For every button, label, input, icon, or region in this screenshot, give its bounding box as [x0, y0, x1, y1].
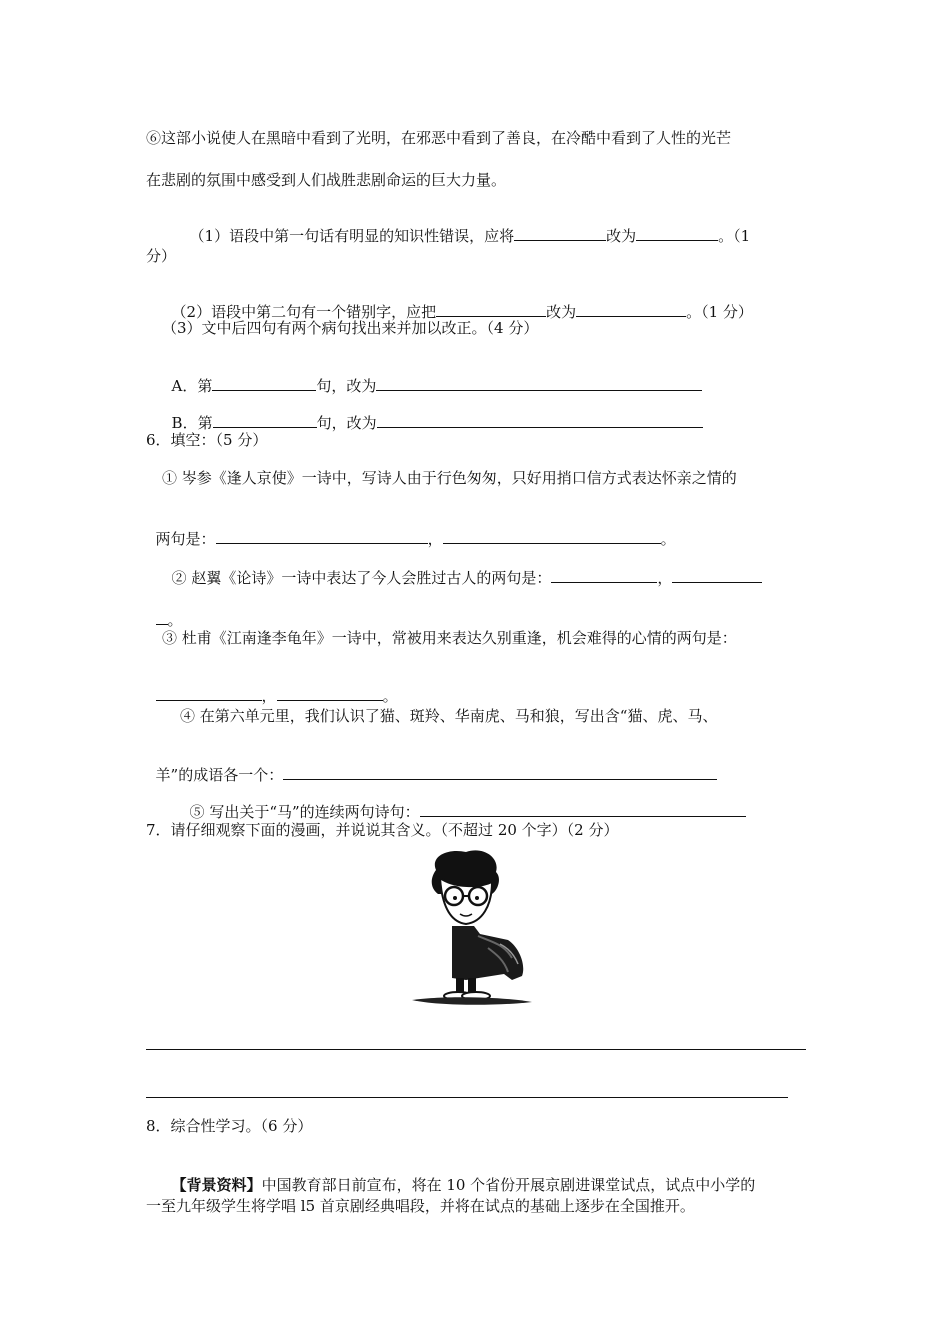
answer-blank[interactable]	[156, 610, 168, 625]
answer-blank[interactable]	[377, 413, 703, 428]
sub-question-2: （2）语段中第二句有一个错别字，应把 改为 。（1 分）	[171, 303, 753, 321]
q6-item-1-line-2: 两句是： ， 。	[155, 530, 676, 548]
background-material-line-2: 一至九年级学生将学唱 l5 首京剧经典唱段，并将在试点的基础上逐步在全国推开。	[146, 1197, 695, 1215]
answer-blank[interactable]	[376, 376, 702, 391]
sub-question-1-cont: 分）	[146, 247, 177, 265]
answer-blank[interactable]	[636, 226, 718, 241]
q6-item-5: ⑤ 写出关于“马”的连续两句诗句：	[180, 782, 746, 822]
option-b: B．第 句，改为	[162, 393, 703, 433]
answer-blank[interactable]	[514, 226, 606, 241]
answer-blank[interactable]	[436, 302, 546, 317]
answer-blank[interactable]	[576, 302, 686, 317]
sentence-6-line-1: ⑥这部小说使人在黑暗中看到了光明，在邪恶中看到了善良，在冷酷中看到了人性的光芒	[146, 129, 732, 147]
answer-blank[interactable]	[551, 568, 657, 583]
answer-blank[interactable]	[216, 529, 428, 544]
q6-item-3-line-2: ， 。	[146, 666, 398, 706]
answer-blank[interactable]	[420, 802, 746, 817]
answer-blank[interactable]	[283, 765, 717, 780]
q6-item-2: ② 赵翼《论诗》一诗中表达了今人会胜过古人的两句是： ，	[162, 548, 762, 588]
background-material-line-1: 【背景资料】中国教育部日前宣布，将在 10 个省份开展京剧进课堂试点，试点中小学的	[171, 1176, 756, 1194]
cartoon-boy-with-backpack-icon	[408, 848, 536, 1008]
answer-blank[interactable]	[212, 376, 316, 391]
q6-item-4-line-2: 羊”的成语各一个：	[146, 745, 717, 785]
question-8-title: 8．综合性学习。（6 分）	[146, 1117, 313, 1135]
q6-item-1-line-1: ① 岑参《逢人京使》一诗中，写诗人由于行色匆匆，只好用捎口信方式表达怀亲之情的	[162, 469, 737, 487]
sub-question-3: （3）文中后四句有两个病句找出来并加以改正。（4 分）	[162, 319, 539, 337]
option-a: A．第 句，改为	[162, 356, 702, 396]
q6-item-2-cont: 。	[146, 590, 183, 630]
sub-question-1: （1）语段中第一句话有明显的知识性错误，应将 改为 。（1	[189, 227, 751, 245]
question-6-title: 6．填空：（5 分）	[146, 431, 268, 449]
sentence-6-line-2: 在悲剧的氛围中感受到人们战胜悲剧命运的巨大力量。	[146, 171, 507, 189]
answer-line[interactable]	[146, 1049, 806, 1050]
answer-blank[interactable]	[277, 686, 383, 701]
q6-item-4-line-1: ④ 在第六单元里，我们认识了猫、斑羚、华南虎、马和狼，写出含“猫、虎、马、	[180, 707, 718, 725]
question-7-title: 7．请仔细观察下面的漫画，并说说其含义。（不超过 20 个字）（2 分）	[146, 821, 619, 839]
answer-line[interactable]	[146, 1097, 788, 1098]
answer-blank[interactable]	[672, 568, 762, 583]
answer-blank[interactable]	[156, 686, 262, 701]
answer-blank[interactable]	[443, 529, 661, 544]
answer-blank[interactable]	[213, 413, 317, 428]
q6-item-3-line-1: ③ 杜甫《江南逢李龟年》一诗中，常被用来表达久别重逢，机会难得的心情的两句是：	[162, 629, 737, 647]
